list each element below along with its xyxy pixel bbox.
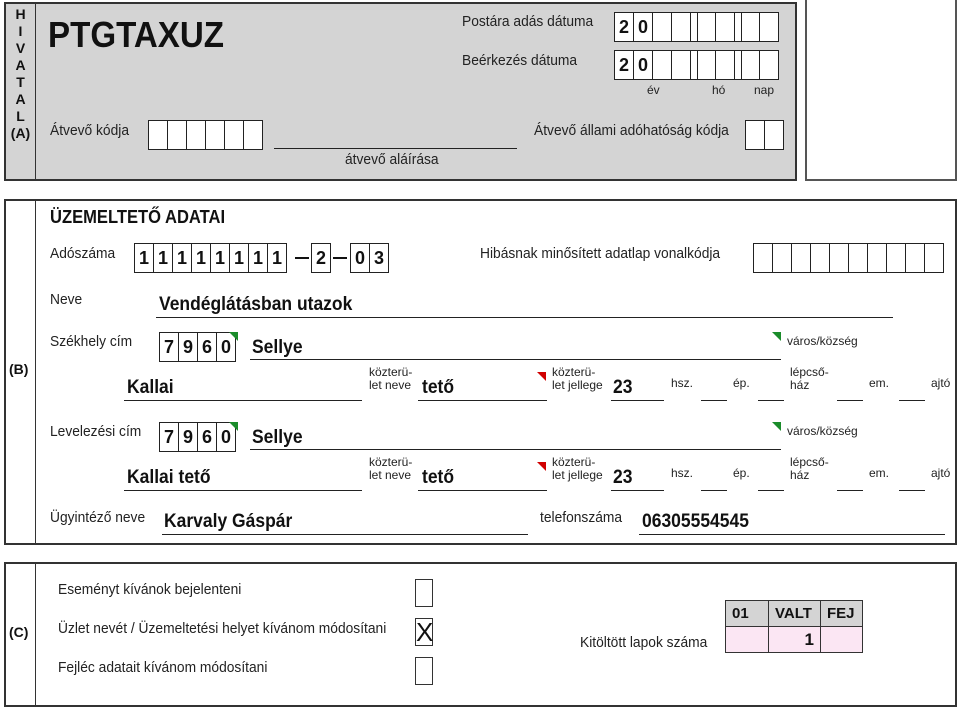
tax-digit[interactable]: 1: [135, 244, 154, 272]
date-cell[interactable]: [653, 51, 672, 79]
option-modify-name-checkbox[interactable]: X: [416, 617, 434, 647]
barcode-cell[interactable]: [849, 244, 868, 272]
arrival-date-field[interactable]: [614, 50, 779, 80]
mailing-house-number[interactable]: 23: [613, 467, 633, 488]
seat-address-label: Székhely cím: [50, 333, 133, 350]
mailing-city-label: város/község: [787, 424, 858, 438]
seat-city-label: város/község: [787, 334, 858, 348]
phone-value[interactable]: 06305554545: [642, 511, 749, 532]
seat-stair-label: [790, 366, 829, 392]
mailing-ep-line: [758, 490, 784, 491]
date-cell[interactable]: [672, 13, 691, 41]
tax-number-label: Adószáma: [50, 245, 116, 262]
label-line: lépcső-: [790, 365, 829, 379]
mailing-street-type-value[interactable]: tető: [422, 467, 455, 488]
name-value[interactable]: Vendéglátásban utazok: [159, 294, 353, 315]
label-line: let jellege: [552, 468, 603, 482]
summary-header-cell: FEJ: [821, 601, 863, 627]
day-label: nap: [754, 83, 775, 97]
option-report-event-checkbox[interactable]: [415, 579, 433, 607]
option-modify-header-checkbox[interactable]: [415, 657, 433, 685]
date-cell[interactable]: [760, 13, 779, 41]
pages-summary-table: [725, 600, 863, 653]
barcode-cell[interactable]: [906, 244, 925, 272]
summary-value-cell[interactable]: [821, 627, 863, 653]
tax-digit[interactable]: 1: [268, 244, 287, 272]
label-line: let neve: [369, 468, 412, 482]
name-label: Neve: [50, 291, 83, 308]
mailing-hsz-line: [701, 490, 727, 491]
tax-number-dash: [333, 257, 347, 259]
signature-line[interactable]: [274, 148, 517, 149]
date-cell[interactable]: 0: [634, 51, 653, 79]
date-cell[interactable]: 0: [634, 13, 653, 41]
code-cell[interactable]: [765, 121, 784, 149]
seat-stair-line: [837, 400, 863, 401]
label-line: lépcső-: [790, 455, 829, 469]
summary-value-row: [726, 627, 863, 653]
code-cell[interactable]: [168, 121, 187, 149]
zip-digit[interactable]: 0: [217, 333, 236, 361]
summary-header-cell: VALT: [769, 601, 821, 627]
summary-header-row: [726, 601, 863, 627]
operator-section: [4, 199, 957, 545]
summary-value-cell[interactable]: 1: [769, 627, 821, 653]
zip-digit[interactable]: 9: [179, 333, 198, 361]
seat-street-type-label: [552, 366, 603, 392]
mailing-zip-field[interactable]: [159, 422, 236, 452]
barcode-label: Hibásnak minősített adatlap vonalkódja: [480, 245, 721, 262]
side-letter: (A): [10, 125, 31, 141]
mailing-street-name-label: [369, 456, 412, 482]
tax-digit[interactable]: 2: [312, 244, 331, 272]
mailing-hsz-label: hsz.: [671, 466, 694, 480]
option-modify-name-label: Üzlet nevét / Üzemeltetési helyet kívánom módosítani: [58, 620, 387, 637]
code-cell[interactable]: [244, 121, 263, 149]
phone-line: [639, 534, 945, 535]
side-letter: A: [15, 91, 26, 107]
code-cell[interactable]: [225, 121, 244, 149]
date-cell[interactable]: [741, 51, 760, 79]
barcode-cell[interactable]: [925, 244, 944, 272]
form-code: PTGTAXUZ: [48, 14, 225, 55]
seat-house-line: [611, 400, 664, 401]
receiver-signature-label: átvevő aláírása: [345, 151, 439, 168]
office-section: [4, 2, 797, 181]
label-line: közterü-: [369, 455, 413, 469]
summary-header-cell: 01: [726, 601, 769, 627]
label-line: let jellege: [552, 378, 603, 392]
mailing-house-line: [611, 490, 664, 491]
seat-city-marker: [772, 332, 781, 341]
code-cell[interactable]: [187, 121, 206, 149]
seat-ep-label: ép.: [733, 376, 750, 390]
seat-street-value[interactable]: Kallai: [127, 377, 174, 398]
tax-digit[interactable]: 3: [370, 244, 389, 272]
seat-street-type-marker: [537, 372, 546, 381]
date-cell[interactable]: [716, 51, 735, 79]
tax-authority-code-label: Átvevő állami adóhatóság kódja: [534, 122, 729, 139]
month-label: hó: [712, 83, 726, 97]
receiver-code-label: Átvevő kódja: [50, 122, 130, 139]
postal-date-label: Postára adás dátuma: [462, 13, 594, 30]
code-cell[interactable]: [746, 121, 765, 149]
barcode-cell[interactable]: [811, 244, 830, 272]
zip-digit[interactable]: 6: [198, 423, 217, 451]
side-letter: V: [15, 40, 26, 56]
tax-digit[interactable]: 1: [211, 244, 230, 272]
seat-zip-field[interactable]: [159, 332, 236, 362]
option-modify-header-label: Fejléc adatait kívánom módosítani: [58, 659, 268, 676]
date-cell[interactable]: 2: [615, 51, 634, 79]
seat-door-label: ajtó: [931, 376, 951, 390]
side-letter: I: [18, 23, 23, 39]
tax-number-part3[interactable]: [350, 243, 389, 273]
name-line: [156, 317, 893, 318]
stamp-box: [805, 0, 957, 181]
mailing-city-value[interactable]: Sellye: [252, 427, 303, 448]
label-line: ház: [790, 468, 810, 482]
zip-digit[interactable]: 6: [198, 333, 217, 361]
barcode-cell[interactable]: [887, 244, 906, 272]
zip-digit[interactable]: 7: [160, 333, 179, 361]
date-cell[interactable]: [697, 51, 716, 79]
contact-line: [162, 534, 528, 535]
phone-label: telefonszáma: [540, 509, 623, 526]
code-cell[interactable]: [206, 121, 225, 149]
seat-city-line: [250, 359, 781, 360]
barcode-cell[interactable]: [754, 244, 773, 272]
operator-title: ÜZEMELTETŐ ADATAI: [50, 207, 226, 227]
zip-digit[interactable]: 0: [217, 423, 236, 451]
seat-hsz-label: hsz.: [671, 376, 694, 390]
mailing-street-type-label: [552, 456, 603, 482]
mailing-stair-line: [837, 490, 863, 491]
side-letter: L: [16, 108, 25, 124]
seat-floor-label: em.: [869, 376, 890, 390]
date-cell[interactable]: [716, 13, 735, 41]
office-side-label: [6, 4, 36, 179]
tax-digit[interactable]: 1: [192, 244, 211, 272]
label-line: közterü-: [552, 365, 596, 379]
tax-authority-code-field[interactable]: [745, 120, 784, 150]
contact-label: Ügyintéző neve: [50, 509, 146, 526]
barcode-cell[interactable]: [773, 244, 792, 272]
barcode-cell[interactable]: [792, 244, 811, 272]
seat-ep-line: [758, 400, 784, 401]
barcode-field[interactable]: [753, 243, 944, 273]
date-cell[interactable]: [760, 51, 779, 79]
barcode-cell[interactable]: [830, 244, 849, 272]
date-cell[interactable]: [653, 13, 672, 41]
seat-street-type-value[interactable]: tető: [422, 377, 455, 398]
operator-side: [6, 201, 36, 543]
date-cell[interactable]: 2: [615, 13, 634, 41]
seat-floor-line: [899, 400, 925, 401]
mailing-door-label: ajtó: [931, 466, 951, 480]
seat-house-number[interactable]: 23: [613, 377, 633, 398]
seat-street-line: [124, 400, 362, 401]
option-report-event-label: Eseményt kívánok bejelenteni: [58, 581, 242, 598]
tax-digit[interactable]: 1: [173, 244, 192, 272]
code-cell[interactable]: [149, 121, 168, 149]
barcode-cell[interactable]: [868, 244, 887, 272]
label-line: közterü-: [552, 455, 596, 469]
side-letter: T: [16, 74, 25, 90]
contact-value[interactable]: Karvaly Gáspár: [164, 511, 293, 532]
mailing-street-type-line: [418, 490, 547, 491]
mailing-address-label: Levelezési cím: [50, 423, 142, 440]
mailing-street-type-marker: [537, 462, 546, 471]
summary-value-cell[interactable]: [726, 627, 769, 653]
mailing-stair-label: [790, 456, 829, 482]
date-cell[interactable]: [697, 13, 716, 41]
tax-number-part1[interactable]: [134, 243, 287, 273]
tax-digit[interactable]: 1: [249, 244, 268, 272]
year-label: év: [647, 83, 660, 97]
mailing-city-line: [250, 449, 781, 450]
pages-label: Kitöltött lapok száma: [580, 634, 708, 651]
section-c-label: (C): [9, 624, 29, 640]
mailing-street-value[interactable]: Kallai tető: [127, 467, 211, 488]
label-line: közterü-: [369, 365, 413, 379]
tax-number-dash: [295, 257, 309, 259]
side-letter: A: [15, 57, 26, 73]
seat-hsz-line: [701, 400, 727, 401]
options-side: [6, 564, 36, 705]
tax-digit[interactable]: 0: [351, 244, 370, 272]
postal-date-field[interactable]: [614, 12, 779, 42]
options-section: [4, 562, 957, 707]
seat-zip-marker: [229, 332, 238, 341]
tax-number-part2[interactable]: [311, 243, 331, 273]
date-cell[interactable]: [741, 13, 760, 41]
mailing-floor-label: em.: [869, 466, 890, 480]
zip-digit[interactable]: 9: [179, 423, 198, 451]
mailing-city-marker: [772, 422, 781, 431]
section-b-label: (B): [9, 361, 29, 377]
seat-city-value[interactable]: Sellye: [252, 337, 303, 358]
seat-street-type-line: [418, 400, 547, 401]
side-letter: H: [15, 6, 26, 22]
receiver-code-field[interactable]: [148, 120, 263, 150]
tax-digit[interactable]: 1: [230, 244, 249, 272]
arrival-date-label: Beérkezés dátuma: [462, 52, 578, 69]
tax-digit[interactable]: 1: [154, 244, 173, 272]
mailing-ep-label: ép.: [733, 466, 750, 480]
label-line: let neve: [369, 378, 412, 392]
label-line: ház: [790, 378, 810, 392]
zip-digit[interactable]: 7: [160, 423, 179, 451]
mailing-zip-marker: [229, 422, 238, 431]
date-cell[interactable]: [672, 51, 691, 79]
seat-street-name-label: [369, 366, 412, 392]
mailing-floor-line: [899, 490, 925, 491]
mailing-street-line: [124, 490, 362, 491]
